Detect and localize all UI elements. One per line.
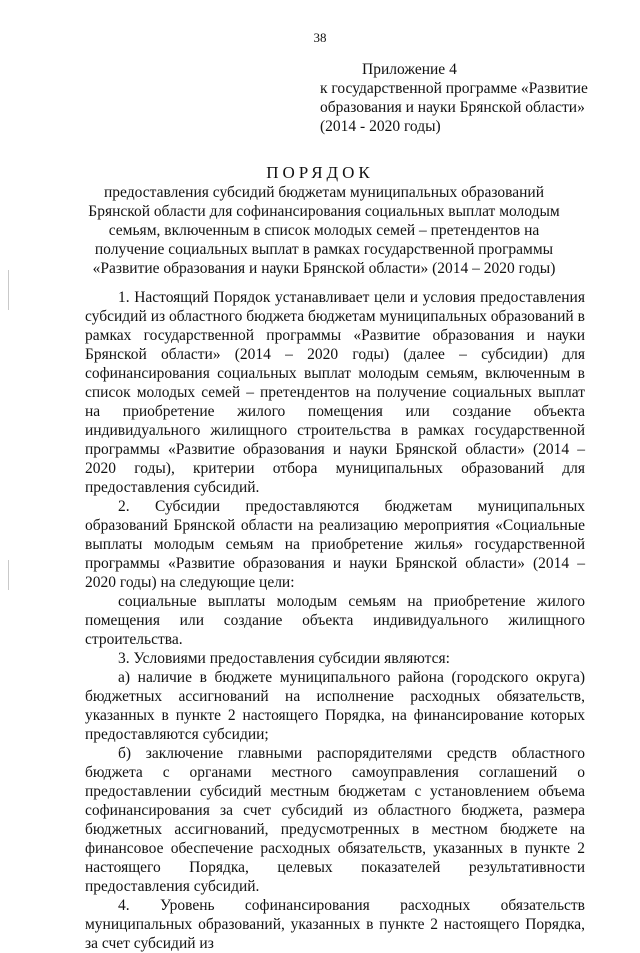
scan-margin-line	[8, 560, 9, 590]
appendix-title: Приложение 4	[362, 61, 457, 78]
scan-margin-line	[8, 270, 9, 310]
page-number: 38	[313, 30, 327, 45]
document-body	[85, 288, 585, 953]
appendix-text: к государственной программе «Развитие образования и науки Брянской области» (2014 - 2020 годы)	[320, 80, 588, 135]
document-subtitle: предоставления субсидий бюджетам муниципальных образований Брянской области для софинансирования социальных выплат молодым семьям, включенным в список молодых семей – претендентов на получение социальных выплат в рамках государственной программы «Развитие образования и науки Брянской области» (2014 – 2020 годы)	[88, 184, 560, 277]
paragraph-4: 4. Уровень софинансирования расходных обязательств муниципальных образований, указанных в пункте 2 настоящего Порядка, за счет субсидий из	[85, 897, 585, 952]
document-heading: ПОРЯДОК	[266, 163, 374, 182]
paragraph-2-goal: социальные выплаты молодым семьям на приобретение жилого помещения или создание объекта индивидуального жилищного строительства.	[85, 593, 585, 648]
paragraph-3a: а) наличие в бюджете муниципального района (городского округа) бюджетных ассигнований на исполнение расходных обязательств, указанных в пункте 2 настоящего Порядка, на финансирование которых предоставляются субсидии;	[85, 669, 585, 743]
paragraph-3: 3. Условиями предоставления субсидии являются:	[118, 650, 450, 667]
paragraph-2: 2. Субсидии предоставляются бюджетам муниципальных образований Брянской области на реализацию мероприятия «Социальные выплаты молодым семьям на приобретение жилья» государственной программы «Развитие образования и науки Брянской области» (2014 – 2020 годы) на следующие цели:	[85, 498, 585, 591]
paragraph-1: 1. Настоящий Порядок устанавливает цели и условия предоставления субсидий из областного бюджета бюджетам муниципальных образований в рамках государственной программы «Развитие образования и науки Брянской области» (2014 – 2020 годы) (далее – субсидии) для софинансирования социальных выплат молодым семьям, включенным в список молодых семей – претендентов на получение социальных выплат на приобретение жилого помещения или создание объекта индивидуального жилищного строительства в рамках государственной программы «Развитие образования и науки Брянской области» (2014 – 2020 годы), критерии отбора муниципальных образований для предоставления субсидий.	[85, 289, 585, 496]
appendix-block	[320, 60, 610, 136]
paragraph-3b: б) заключение главными распорядителями средств областного бюджета с органами местного самоуправления соглашений о предоставлении субсидий местным бюджетам с установлением объема софинансирования за счет субсидий из областного бюджета, размера бюджетных ассигнований, предусмотренных в местном бюджете на финансовое обеспечение расходных обязательств, указанных в пункте 2 настоящего Порядка, целевых показателей результативности предоставления субсидий.	[85, 745, 585, 895]
